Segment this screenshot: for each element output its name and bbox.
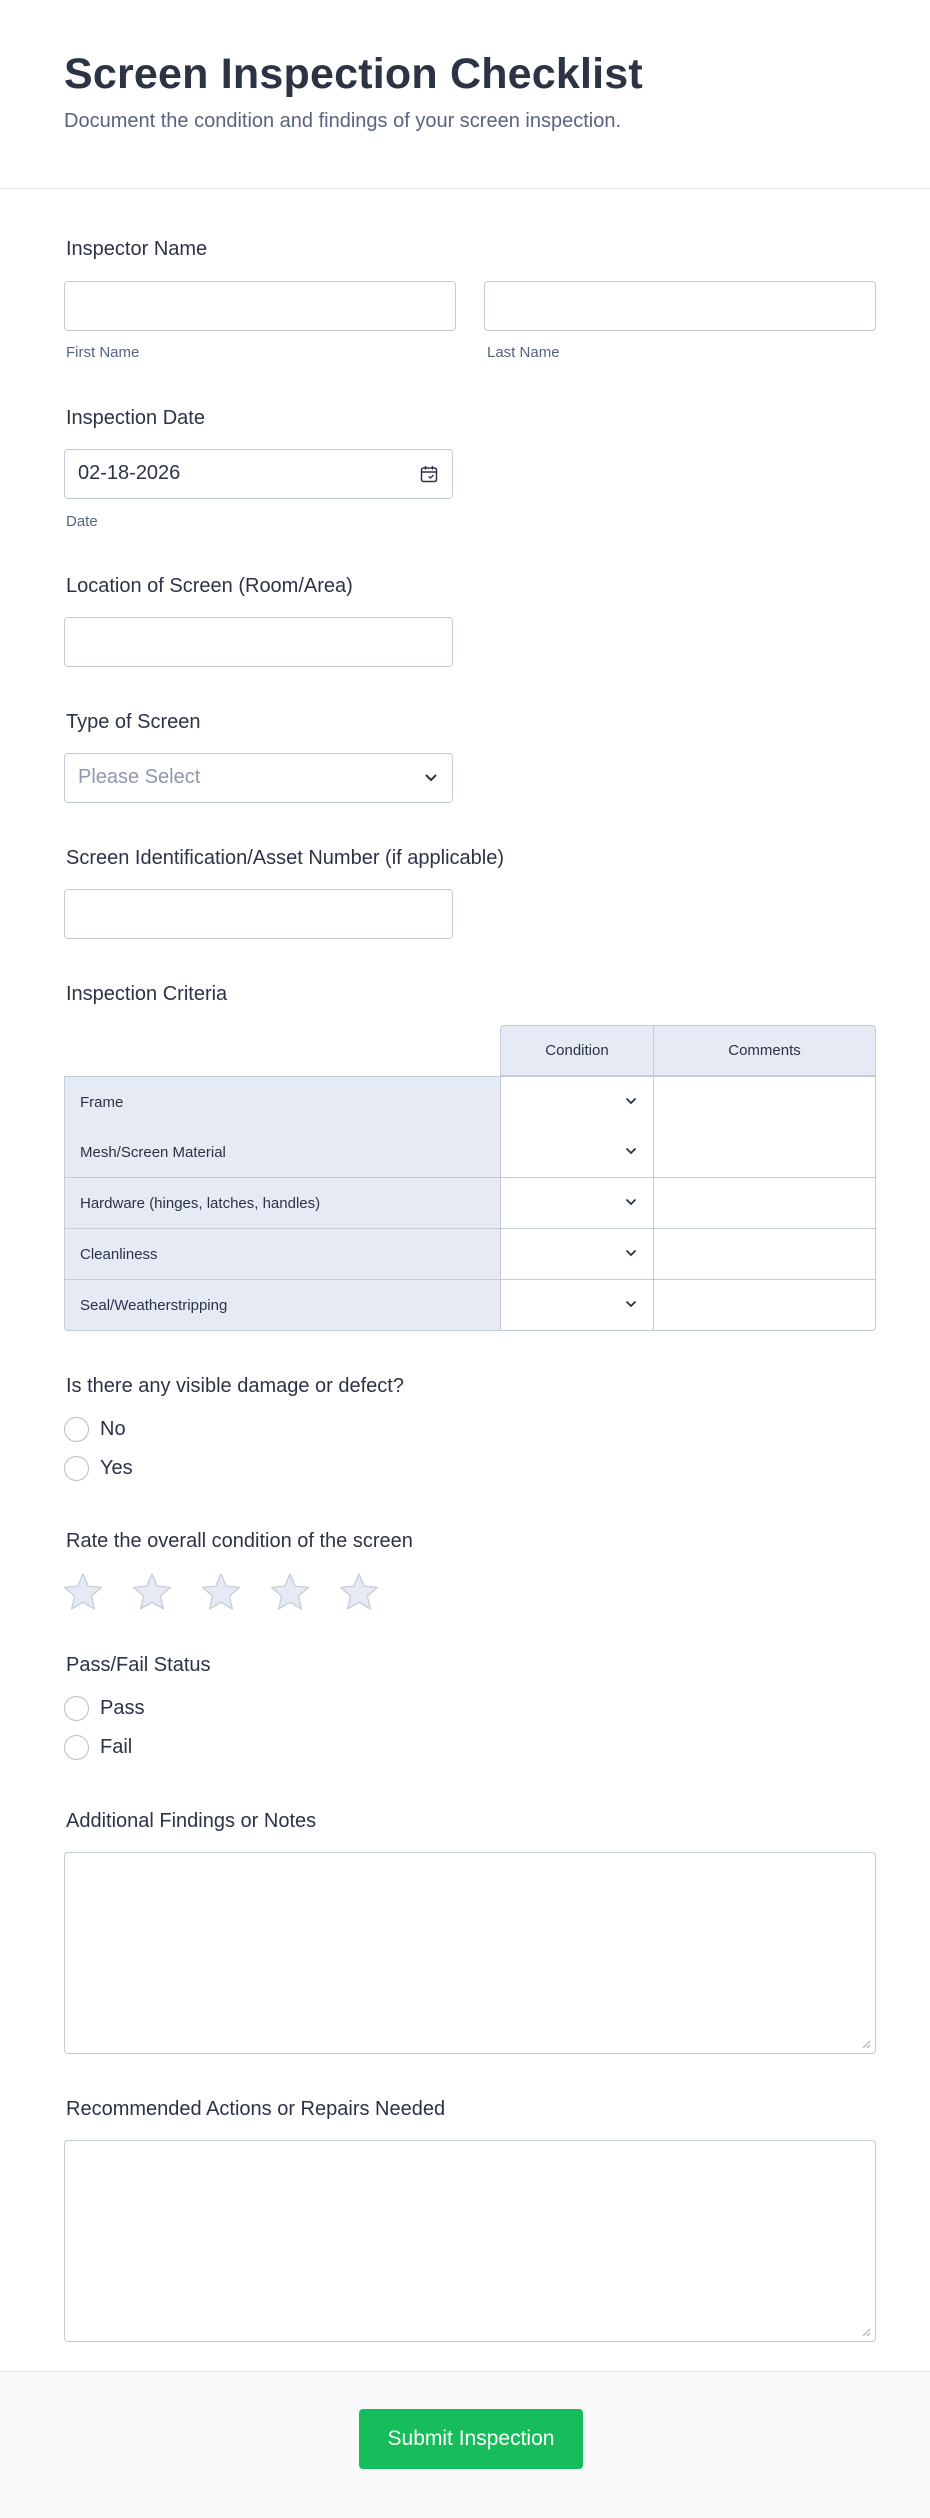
matrix-header-comments: Comments — [653, 1025, 876, 1076]
screen-type-label: Type of Screen — [66, 711, 201, 733]
screen-type-select[interactable] — [64, 753, 453, 803]
star-icon[interactable] — [270, 1572, 310, 1612]
star-icon[interactable] — [201, 1572, 241, 1612]
asset-number-label: Screen Identification/Asset Number (if applicable) — [66, 847, 504, 869]
inspector-name-label: Inspector Name — [66, 238, 208, 260]
rating-label: Rate the overall condition of the screen — [66, 1530, 413, 1552]
last-name-sublabel: Last Name — [487, 344, 560, 361]
matrix-row-label: Frame — [64, 1077, 500, 1128]
damage-question-label: Is there any visible damage or defect? — [66, 1375, 404, 1397]
calendar-icon[interactable] — [420, 465, 438, 483]
form-header — [0, 0, 930, 189]
radio-button[interactable] — [64, 1417, 89, 1442]
last-name-input[interactable] — [484, 281, 876, 331]
comments-input[interactable] — [653, 1077, 876, 1128]
inspection-criteria-label: Inspection Criteria — [66, 983, 228, 1005]
condition-select[interactable] — [500, 1127, 653, 1178]
chevron-down-icon — [424, 773, 438, 783]
comments-input[interactable] — [653, 1280, 876, 1331]
resize-grip-icon[interactable] — [862, 2328, 871, 2337]
condition-select[interactable] — [500, 1280, 653, 1331]
radio-button[interactable] — [64, 1696, 89, 1721]
location-label: Location of Screen (Room/Area) — [66, 575, 353, 597]
matrix-row-cleanliness — [64, 1229, 876, 1280]
matrix-row-seal — [64, 1280, 876, 1331]
condition-select[interactable] — [500, 1178, 653, 1229]
matrix-row-label: Cleanliness — [64, 1229, 500, 1280]
matrix-row-label: Seal/Weatherstripping — [64, 1280, 500, 1331]
chevron-down-icon — [625, 1147, 637, 1156]
matrix-header-condition: Condition — [500, 1025, 654, 1076]
condition-select[interactable] — [500, 1077, 653, 1128]
findings-label: Additional Findings or Notes — [66, 1810, 317, 1832]
radio-button[interactable] — [64, 1456, 89, 1481]
status-option-pass[interactable]: Pass — [64, 1695, 144, 1721]
inspection-date-value: 02-18-2026 — [78, 462, 181, 484]
status-label: Pass/Fail Status — [66, 1654, 211, 1676]
findings-textarea[interactable] — [64, 1852, 876, 2054]
first-name-input[interactable] — [64, 281, 456, 331]
location-input[interactable] — [64, 617, 453, 667]
comments-input[interactable] — [653, 1229, 876, 1280]
actions-textarea[interactable] — [64, 2140, 876, 2342]
inspection-date-label: Inspection Date — [66, 407, 205, 429]
resize-grip-icon[interactable] — [862, 2040, 871, 2049]
page-title: Screen Inspection Checklist — [64, 50, 643, 98]
matrix-row-label: Mesh/Screen Material — [64, 1127, 500, 1178]
submit-button[interactable]: Submit Inspection — [359, 2409, 583, 2469]
matrix-row-frame — [64, 1076, 876, 1127]
damage-option-yes[interactable]: Yes — [64, 1455, 133, 1481]
damage-option-no[interactable]: No — [64, 1416, 126, 1442]
matrix-row-label: Hardware (hinges, latches, handles) — [64, 1178, 500, 1229]
screen-type-placeholder: Please Select — [78, 766, 201, 788]
condition-select[interactable] — [500, 1229, 653, 1280]
star-icon[interactable] — [132, 1572, 172, 1612]
matrix-row-mesh — [64, 1127, 876, 1178]
comments-input[interactable] — [653, 1127, 876, 1178]
chevron-down-icon — [625, 1249, 637, 1258]
chevron-down-icon — [625, 1300, 637, 1309]
star-icon[interactable] — [339, 1572, 379, 1612]
first-name-sublabel: First Name — [66, 344, 140, 361]
actions-label: Recommended Actions or Repairs Needed — [66, 2098, 446, 2120]
date-sublabel: Date — [66, 513, 98, 530]
matrix-row-hardware — [64, 1178, 876, 1229]
asset-number-input[interactable] — [64, 889, 453, 939]
chevron-down-icon — [625, 1198, 637, 1207]
page-subtitle: Document the condition and findings of your screen inspection. — [64, 110, 622, 132]
chevron-down-icon — [625, 1097, 637, 1106]
radio-button[interactable] — [64, 1735, 89, 1760]
comments-input[interactable] — [653, 1178, 876, 1229]
star-icon[interactable] — [63, 1572, 103, 1612]
inspection-date-input[interactable] — [64, 449, 453, 499]
status-option-fail[interactable]: Fail — [64, 1734, 132, 1760]
